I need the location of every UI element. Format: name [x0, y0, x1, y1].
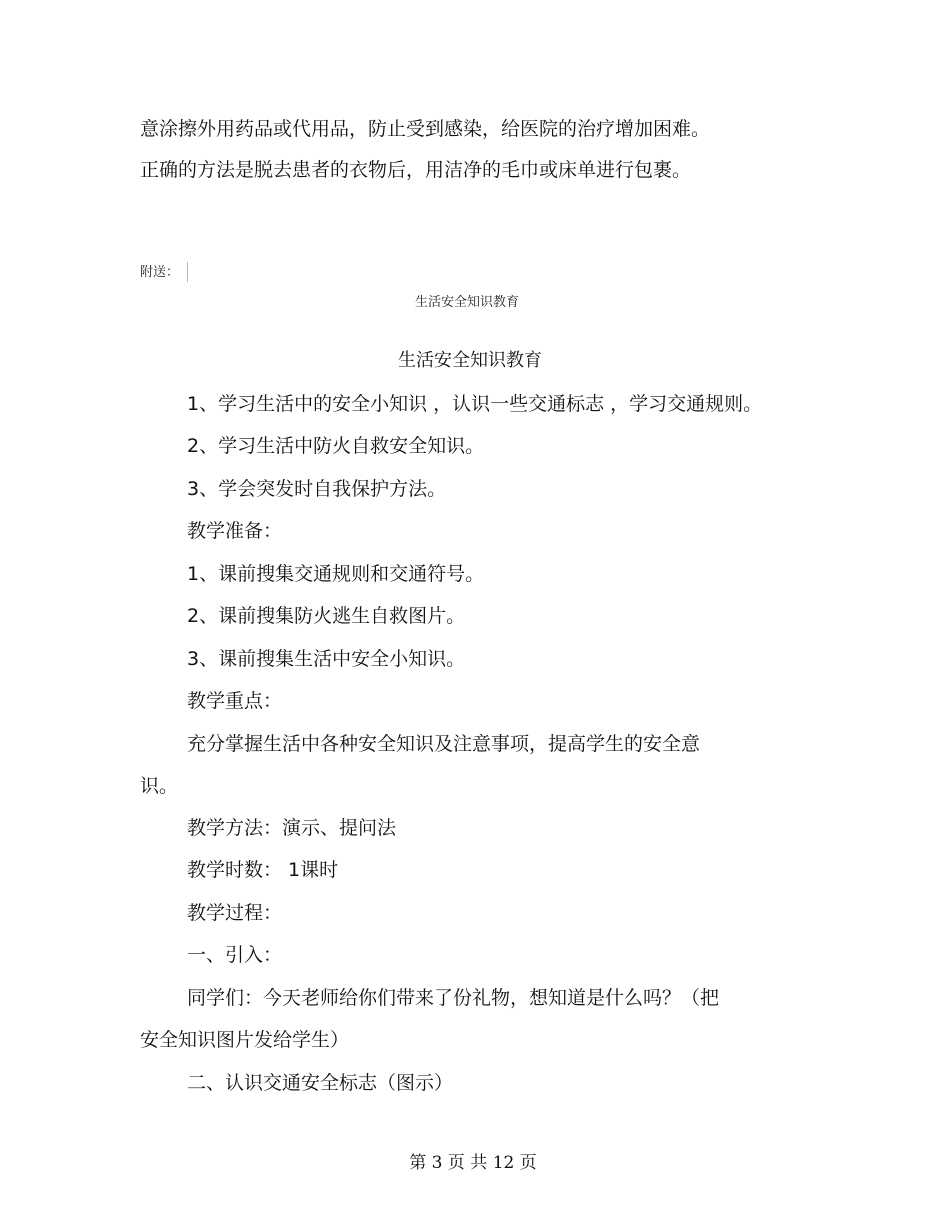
process-step-1-heading: 一、引入：	[187, 944, 283, 966]
section-heading-process: 教学过程：	[187, 902, 283, 924]
page-indicator: 第 3 页 共 12 页	[409, 1153, 537, 1173]
teaching-hours: 教学时数： 1课时	[187, 859, 339, 881]
small-title: 生活安全知识教育	[414, 295, 519, 310]
section-heading-key-points: 教学重点：	[187, 690, 283, 712]
section-heading-preparation: 教学准备：	[187, 520, 283, 542]
process-step-1-line-2: 安全知识图片发给学生）	[140, 1029, 350, 1051]
body-line-top-2: 正确的方法是脱去患者的衣物后，用洁净的毛巾或床单进行包裹。	[140, 159, 692, 181]
process-step-1-line-1: 同学们：今天老师给你们带来了份礼物，想知道是什么吗？（把	[187, 987, 720, 1009]
attachment-label: 附送：	[140, 265, 180, 280]
key-points-line-1: 充分掌握生活中各种安全知识及注意事项，提高学生的安全意	[187, 733, 701, 755]
key-points-line-2: 识。	[140, 775, 179, 797]
teaching-method: 教学方法：演示、提问法	[187, 817, 397, 839]
prep-1: 1、课前搜集交通规则和交通符号。	[187, 563, 485, 585]
goal-3: 3、学会突发时自我保护方法。	[187, 478, 447, 500]
body-line-top-1: 意涂擦外用药品或代用品，防止受到感染，给医院的治疗增加困难。	[140, 118, 711, 140]
main-title: 生活安全知识教育	[398, 350, 542, 371]
goal-1: 1、学习生活中的安全小知识 ，认识一些交通标志 ，学习交通规则。	[187, 393, 763, 415]
goal-2: 2、学习生活中防火自救安全知识。	[187, 435, 485, 457]
attachment-divider	[187, 262, 188, 282]
process-step-2-heading: 二、认识交通安全标志（图示）	[187, 1072, 454, 1094]
prep-2: 2、课前搜集防火逃生自救图片。	[187, 605, 466, 627]
prep-3: 3、课前搜集生活中安全小知识。	[187, 648, 466, 670]
